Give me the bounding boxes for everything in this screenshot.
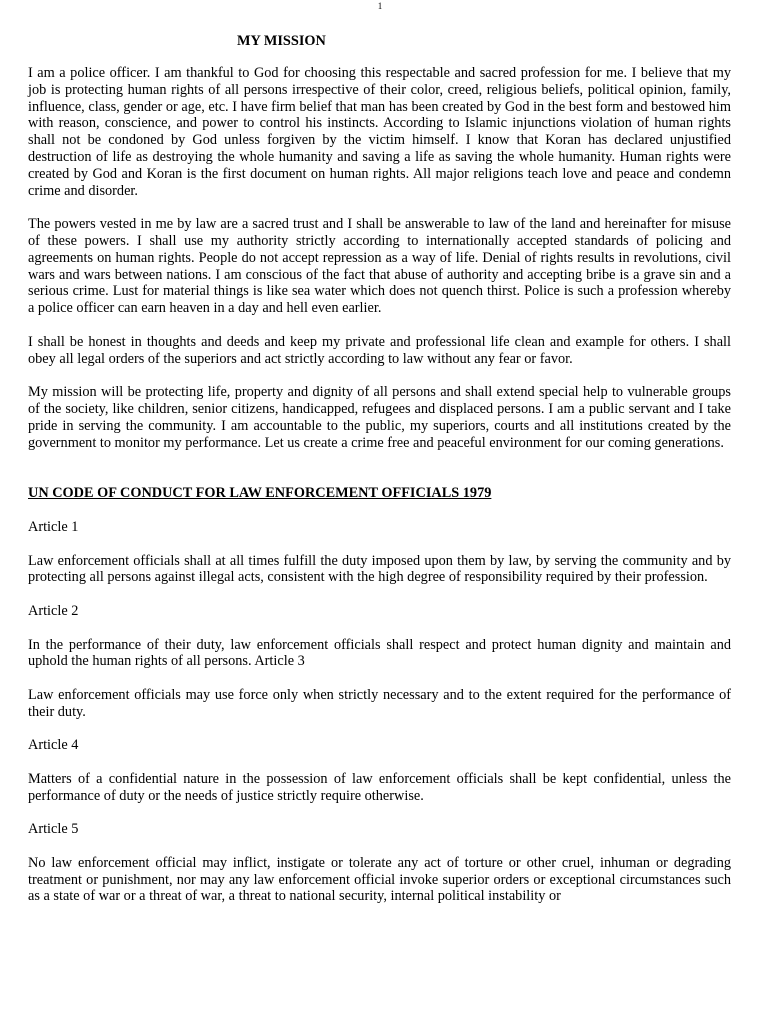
article-2-heading: Article 2 [28, 602, 79, 619]
mission-paragraph-3: I shall be honest in thoughts and deeds and keep my private and professional life clean and example for others. I shall obey all legal orders of the superiors and act strictly according to law without any fear or favor. [28, 333, 731, 367]
page-number: 1 [377, 1, 383, 11]
article-1-heading: Article 1 [28, 518, 79, 535]
article-4-heading: Article 4 [28, 737, 79, 754]
mission-paragraph-2: The powers vested in me by law are a sacred trust and I shall be answerable to law of the land and hereinafter for misuse of these powers. I shall use my authority strictly according to internationally accepted standards of policing and agreements on human rights. People do not accept repression as a way of life. Denial of rights results in revolutions, civil wars and wars between nations. I am conscious of the fact that abuse of authority and accepting bribe is a grave sin and a serious crime. Lust for material things is like sea water which does not quench thirst. Police is such a profession whereby a police officer can earn heaven in a day and hell even earlier. [28, 216, 731, 317]
mission-paragraph-1: I am a police officer. I am thankful to God for choosing this respectable and sacred profession for me. I believe that my job is protecting human rights of all persons irrespective of their color, creed, religious beliefs, political opinion, family, influence, class, gender or age, etc. I have firm belief that man has been created by God in the best form and bestowed him with reason, conscience, and power to control his instincts. According to Islamic injunctions violation of human rights shall not be condoned by God unless forgiven by the victim himself. I know that Koran has declared unjustified destruction of life as destroying the whole humanity and saving a life as saving the whole humanity. Human rights were created by God and Koran is the first document on human rights. All major religions teach love and peace and condemn crime and disorder. [28, 65, 731, 199]
code-of-conduct-title: UN CODE OF CONDUCT FOR LAW ENFORCEMENT OFFICIALS 1979 [28, 485, 492, 502]
article-3-text: Law enforcement officials may use force only when strictly necessary and to the extent required for the performance of their duty. [28, 686, 731, 720]
article-2-text: In the performance of their duty, law enforcement officials shall respect and protect human dignity and maintain and uphold the human rights of all persons. Article 3 [28, 636, 731, 670]
article-1-text: Law enforcement officials shall at all times fulfill the duty imposed upon them by law, by serving the community and by protecting all persons against illegal acts, consistent with the high degree of responsibility required by their profession. [28, 552, 731, 586]
article-4-text: Matters of a confidential nature in the possession of law enforcement officials shall be kept confidential, unless the performance of duty or the needs of justice strictly require otherwise. [28, 770, 731, 804]
document-body [28, 32, 731, 922]
mission-title: MY MISSION [237, 33, 326, 49]
mission-paragraph-4: My mission will be protecting life, property and dignity of all persons and shall extend special help to vulnerable groups of the society, like children, senior citizens, handicapped, refugees and displaced persons. I am a public servant and I take pride in serving the community. I am accountable to the public, my superiors, courts and all institutions created by the government to monitor my performance. Let us create a crime free and peaceful environment for our coming generations. [28, 384, 731, 451]
article-5-heading: Article 5 [28, 821, 79, 838]
article-5-text: No law enforcement official may inflict, instigate or tolerate any act of torture or other cruel, inhuman or degrading treatment or punishment, nor may any law enforcement official invoke superior orders or exceptional circumstances such as a state of war or a threat of war, a threat to national security, internal political instability or [28, 854, 731, 905]
